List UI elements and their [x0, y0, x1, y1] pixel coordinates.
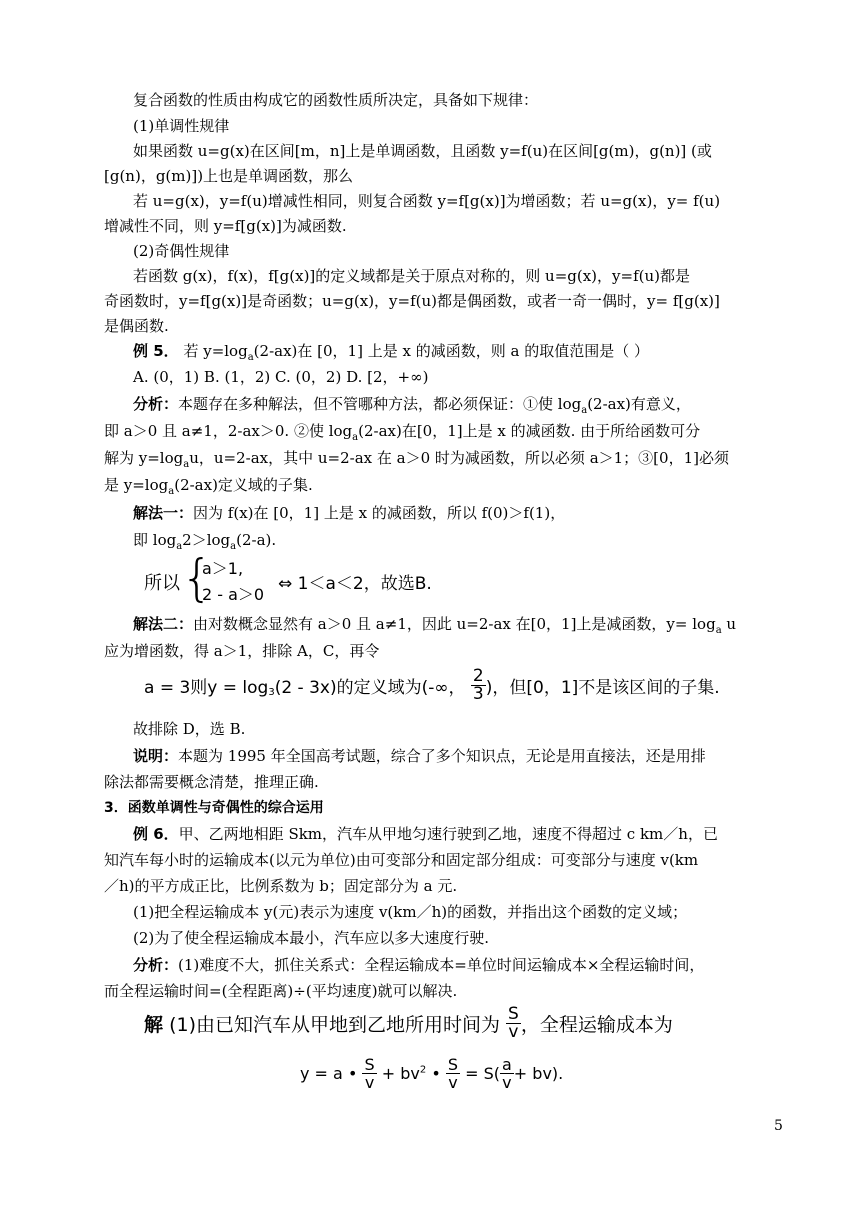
text-span: 若 y=log: [183, 342, 248, 360]
text-span: u: [721, 615, 737, 633]
formula-text: y = a •: [300, 1064, 358, 1083]
formula-text: a = 3则y = log: [144, 678, 269, 698]
note-line: [133, 746, 706, 766]
note-label: 说明：: [133, 747, 179, 765]
solution-6-heading: [144, 1006, 673, 1052]
superscript: 2: [419, 1064, 427, 1076]
denominator: v: [448, 1073, 458, 1092]
text-span: 本题存在多种解法，但不管哪种方法，都必须保证：①使 log: [178, 395, 582, 413]
example-6-line: 知汽车每小时的运输成本(以元为单位)由可变部分和固定部分组成：可变部分与速度 v(km: [104, 851, 699, 869]
text-span: (2-ax)在 [0，1] 上是 x 的减函数，则 a 的取值范围是（ ）: [253, 342, 649, 360]
fraction: [362, 1056, 376, 1091]
solution-1-line: [133, 503, 565, 523]
denominator: v: [364, 1073, 375, 1092]
solution-label: 解法一：: [133, 504, 194, 522]
analysis-label: 分析：: [133, 395, 179, 413]
text-span: 甲、乙两地相距 Skm，汽车从甲地匀速行驶到乙地，速度不得超过 c km／h，已: [178, 825, 718, 843]
text-line: 奇函数时，y=f[g(x)]是奇函数；u=g(x)，y=f(u)都是偶函数，或者一奇一偶时，y= f[g(x)]: [104, 292, 720, 310]
solution-label: 解法二：: [133, 615, 194, 633]
formula-text: [382, 1064, 441, 1083]
example-5-question: [133, 341, 649, 368]
denominator: v: [508, 1022, 519, 1042]
text-span: 即 log: [133, 531, 177, 549]
numerator: S: [364, 1055, 375, 1074]
fraction: [446, 1056, 460, 1091]
text-span: 是 y=log: [104, 476, 169, 494]
text-line: (2)奇偶性规律: [133, 242, 230, 260]
subscript: a: [715, 625, 722, 636]
denominator: 3: [472, 684, 484, 704]
fraction: [500, 1056, 514, 1091]
numerator: a: [501, 1055, 512, 1074]
formula-text: ，全程运输成本为: [520, 1014, 673, 1036]
solution-2-line: [133, 614, 736, 641]
formula-cost: [300, 1056, 563, 1102]
analysis-line: [133, 955, 704, 975]
text-span: (2-ax)在[0，1]上是 x 的减函数. 由于所给函数可分: [358, 422, 701, 440]
subscript: a: [176, 541, 183, 552]
text-line: 复合函数的性质由构成它的函数性质所决定，具备如下规律：: [133, 91, 539, 109]
page-number: 5: [774, 1118, 783, 1134]
formula-counterexample: [144, 668, 720, 716]
analysis-line: [104, 475, 313, 502]
text-span: (2-a).: [236, 531, 277, 549]
text-span: (1)难度不大，抓住关系式：全程运输成本=单位时间运输成本×全程运输时间，: [178, 956, 705, 974]
numerator: S: [508, 1004, 519, 1024]
text-span: (2-ax)有意义，: [587, 395, 691, 413]
example-6-line: (1)把全程运输成本 y(元)表示为速度 v(km／h)的函数，并指出这个函数的定义域；: [133, 903, 688, 921]
section-heading: 3．函数单调性与奇偶性的综合运用: [104, 800, 324, 816]
formula-text: 所以: [144, 573, 180, 594]
text-line: 若函数 g(x)，f(x)，f[g(x)]的定义域都是关于原点对称的，则 u=g(x)，y=f(u)都是: [133, 267, 690, 285]
analysis-line: 而全程运输时间=(全程距离)÷(平均速度)就可以解决.: [104, 982, 458, 1000]
analysis-line: [104, 448, 729, 475]
text-span: 由对数概念显然有 a＞0 且 a≠1，因此 u=2-ax 在[0，1]上是减函数，y= log: [193, 615, 716, 633]
subscript: 3: [268, 686, 275, 698]
example-label: 例 5．: [133, 342, 179, 360]
example-label: 例 6．: [133, 825, 179, 843]
formula-text: (2 - 3x)的定义域为(-∞，: [274, 678, 466, 698]
fraction: [471, 668, 486, 703]
analysis-line: [133, 394, 691, 421]
text-line: 增减性不同，则 y=f[g(x)]为减函数.: [104, 217, 347, 235]
analysis-label: 分析：: [133, 956, 179, 974]
example-6-line: ／h)的平方成正比，比例系数为 b；固定部分为 a 元.: [104, 877, 458, 895]
text-line: (1)单调性规律: [133, 117, 230, 135]
formula-system: [144, 549, 474, 607]
text-line: 故排除 D，选 B.: [133, 720, 246, 738]
text-span: 即 a＞0 且 a≠1，2-ax＞0. ②使 log: [104, 422, 353, 440]
formula-text: a＞1,: [202, 559, 244, 578]
denominator: v: [502, 1073, 512, 1092]
formula-text: 2 - a＞0: [202, 585, 265, 604]
example-5-options: A. (0，1) B. (1，2) C. (0，2) D. [2，+∞): [133, 368, 429, 386]
formula-text: = S(: [465, 1064, 500, 1083]
formula-text: + bv).: [513, 1064, 564, 1083]
text-span: 因为 f(x)在 [0，1] 上是 x 的减函数，所以 f(0)＞f(1)，: [193, 504, 566, 522]
example-6-line: [133, 824, 718, 844]
subscript: a: [581, 405, 588, 416]
subscript: a: [168, 486, 175, 497]
formula-text: (1)由已知汽车从甲地到乙地所用时间为: [169, 1014, 500, 1036]
text-line: 是偶函数.: [104, 317, 169, 335]
formula-text: •: [431, 1064, 441, 1083]
brace-icon: {: [181, 549, 213, 607]
text-span: u，u=2-ax，其中 u=2-ax 在 a＞0 时为减函数，所以必须 a＞1；③[0，1]必须: [189, 449, 729, 467]
text-line: 若 u=g(x)，y=f(u)增减性相同，则复合函数 y=f[g(x)]为增函数；若 u=g(x)，y= f(u): [133, 192, 721, 210]
formula-text: )，但[0，1]不是该区间的子集.: [485, 678, 720, 698]
formula-text: ⇔ 1＜a＜2，故选B.: [278, 574, 432, 594]
text-span: 解为 y=log: [104, 449, 184, 467]
subscript: a: [352, 432, 359, 443]
subscript: a: [230, 541, 237, 552]
text-line: [g(n)，g(m)])上也是单调函数，那么: [104, 167, 354, 185]
subscript: a: [183, 459, 190, 470]
text-span: 本题为 1995 年全国高考试题，综合了多个知识点，无论是用直接法，还是用排: [178, 747, 706, 765]
note-line: 除法都需要概念清楚，推理正确.: [104, 773, 319, 791]
text-line: 如果函数 u=g(x)在区间[m，n]上是单调函数，且函数 y=f(u)在区间[g(m)，g(n)] (或: [133, 142, 712, 160]
solution-label: 解: [144, 1014, 164, 1036]
solution-2-line: 应为增函数，得 a＞1，排除 A，C，再令: [104, 642, 380, 660]
text-span: (2-ax)定义域的子集.: [174, 476, 313, 494]
fraction: [506, 1006, 521, 1041]
subscript: a: [247, 352, 254, 363]
analysis-line: [104, 421, 700, 448]
formula-text: + bv: [381, 1064, 420, 1083]
example-6-line: (2)为了使全程运输成本最小，汽车应以多大速度行驶.: [133, 929, 490, 947]
numerator: 2: [472, 666, 484, 686]
numerator: S: [447, 1055, 458, 1074]
text-span: 2＞log: [182, 531, 231, 549]
